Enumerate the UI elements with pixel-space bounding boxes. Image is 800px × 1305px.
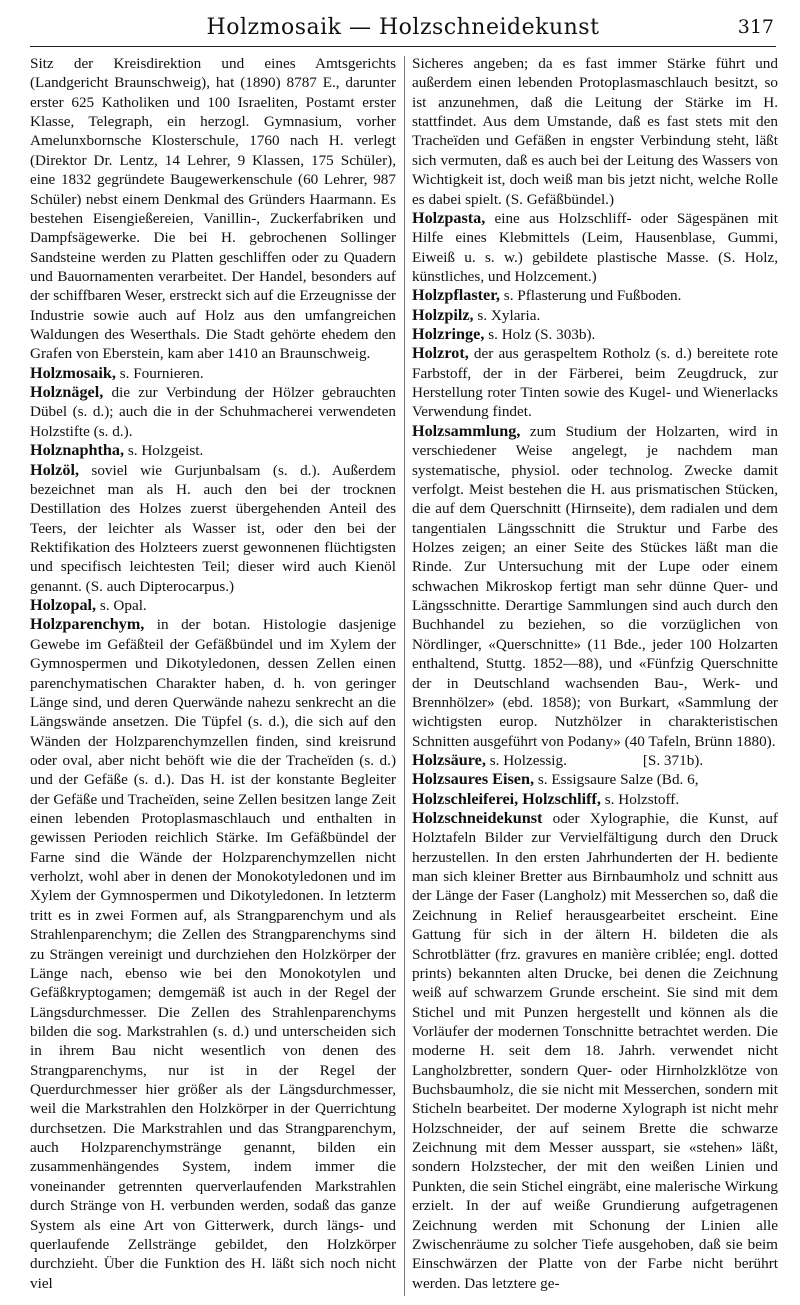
entry-holzrot: Holzrot, der aus geraspeltem Rotholz (s. d.) bereitete rote Farbstoff, der in der Färberei, beim Zeugdruck, zur Herstellung roter Tinten sowie des Kugel- und Wienerlacks Verwendung findet. bbox=[412, 344, 778, 421]
entry-headword: Holzschleiferei, Holzschliff, bbox=[412, 789, 601, 808]
entry-holzsaures-eisen: Holzsaures Eisen, s. Essigsaure Salze (Bd. 6, bbox=[412, 770, 699, 789]
entry-holzpasta: Holzpasta, eine aus Holzschliff- oder Sägespänen mit Hilfe eines Klebmittels (Leim, Hausenblase, Gummi, Eiweiß u. s. w.) gebildete plastische Masse. (S. Holz, künstliches, und Holzcement.) bbox=[412, 208, 778, 285]
column-divider bbox=[404, 56, 405, 1296]
entry-holzopal: Holzopal, s. Opal. bbox=[30, 596, 147, 615]
entry-continuation: Sitz der Kreisdirektion und eines Amtsgerichts (Landgericht Braunschweig), hat (1890) 8787 E., darunter erster 625 Katholiken und 100 Israeliten, Postamt erster Klasse, Telegraph, ein herzogl. Gymnasium, vorher Amelunxbornsche Klosterschule, 1760 nach H. verlegt (Direktor Dr. Lentz, 14 Lehrer, 9 Klassen, 175 Schüler), eine 1832 gegründete Baugewerkenschule (60 Lehrer, 987 Schüler) nebst einem Denkmal des Gründers Haarmann. Es bestehen Eisengießereien, Vanillin-, Zuckerfabriken und Dampfsägewerke. Die bei H. gebrochenen Sollinger Sandsteine werden zu Platten geschliffen oder zu Quadern und Bauornamenten verarbeitet. Der Handel, besonders auf der schiffbaren Weser, erstreckt sich auf die Erzeugnisse der Industrie sowie auch auf Holz aus den umfangreichen Waldungen des Weserthals. Die Stadt gehörte ehedem den Grafen von Eberstein, kam aber 1410 an Braunschweig. bbox=[30, 55, 396, 363]
entry-continuation: Sicheres angeben; da es fast immer Stärke führt und außerdem einen lebenden Protoplasmaschlauch besitzt, so ist anzunehmen, daß die Leitung der Stärke im H. stattfindet. Aus dem Umstande, daß es fast stets mit den Tracheïden und Gefäßen in engster Verbindung steht, läßt sich vermuten, daß es auch bei der Leitung des Wassers von Wichtigkeit ist, doch weiß man bis jetzt nicht, welche Rolle es dabei spielt. (S. Gefäßbündel.) bbox=[412, 55, 778, 208]
entry-headword: Holzringe, bbox=[412, 325, 485, 344]
page-header bbox=[30, 8, 776, 47]
entry-headword: Holzschneidekunst bbox=[412, 809, 543, 828]
running-title: Holzmosaik — Holzschneidekunst bbox=[206, 14, 600, 40]
entry-headword: Holzpilz, bbox=[412, 305, 474, 324]
entry-headword: Holznaphtha, bbox=[30, 441, 125, 460]
page-number: 317 bbox=[737, 16, 774, 38]
entry-holzpilz: Holzpilz, s. Xylaria. bbox=[412, 305, 541, 324]
entry-headword: Holzmosaik, bbox=[30, 363, 116, 382]
right-column bbox=[412, 54, 778, 1298]
entry-holzschleiferei: Holzschleiferei, Holzschliff, s. Holzstoff. bbox=[412, 789, 680, 808]
entry-headword: Holzsäure, bbox=[412, 750, 486, 769]
entry-holzmosaik: Holzmosaik, s. Fournieren. bbox=[30, 363, 204, 382]
entry-headword: Holzsammlung, bbox=[412, 421, 521, 440]
entry-holzparenchym: Holzparenchym, in der botan. Histologie dasjenige Gewebe im Gefäßteil der Gefäßbündel und im Xylem der Gymnospermen und Dikotyledonen, dessen Zellen einen parenchymatischen Charakter haben, d. h. von geringer Länge sind, und deren Querwände nahezu senkrecht an die Längswände ansetzen. Die Tüpfel (s. d.), die sich auf den Wänden der Holzparenchymzellen finden, sind kreisrund oder oval, aber nicht behöft wie die der Tracheïden (s. d.) und der Gefäße (s. d.). Das H. ist der konstante Begleiter der Gefäße und Tracheïden, seine Zellen besitzen lange Zeit einen lebenden Protoplasmaschlauch und enthalten in gewissen Perioden reichlich Stärke. Im Gefäßbündel der Farne sind die Wände der Holzparenchymzellen nicht verholzt, wohl aber in denen der Monokotyledonen und im Xylem der Gymnospermen und Dikotyledonen. In letzterm tritt es in zwei Formen auf, als Strangparenchym und als Strahlenparenchym; die Zellen des Strangparenchyms sind zu Strängen vereinigt und durchziehen den Holzkörper der Länge nach, ebenso wie bei den Monokotylen und Gefäßkryptogamen; demgemäß ist auch in der Regel der Längsdurchmesser. Die Zellen des Strahlenparenchyms bilden die sog. Markstrahlen (s. d.) und unterscheiden sich in ihrem Bau nicht wesentlich von denen des Strangparenchyms, nur ist in der Regel der Querdurchmesser hier größer als der Längsdurchmesser, weil die Markstrahlen den Holzkörper in der Querrichtung durchsetzen. Die Markstrahlen und das Strangparenchym, auch Holzparenchymstränge genannt, bilden ein zusammenhängendes System, indem immer die voneinander getrennten querverlaufenden Markstrahlen durch Stränge von H. verbunden werden, sodaß das ganze System als eine Art von Gitterwerk, durch längs- und querlaufende Zellstränge gebildet, den Holzkörper durchzieht. Über die Funktion des H. läßt sich noch nicht viel bbox=[30, 615, 396, 1292]
entry-headword: Holzsaures Eisen, bbox=[412, 770, 535, 789]
entry-headword: Holznägel, bbox=[30, 383, 104, 402]
entry-headword: Holzöl, bbox=[30, 460, 80, 479]
entry-headword: Holzparenchym, bbox=[30, 615, 145, 634]
entry-holzsaeure: Holzsäure, s. Holzessig. [S. 371b). bbox=[412, 750, 704, 769]
entry-holzsammlung: Holzsammlung, zum Studium der Holzarten, wird in verschiedener Weise angelegt, je nachdem man systematische, physiol. oder technolog. Zwecke damit verfolgt. Meist bestehen die H. aus prismatischen Stücken, die auf dem Querschnitt (Hirnseite), dem radialen und dem tangentialen Längsschnitt die Struktur und Farbe des Holzes zeigen; an einer Seite des Stückes läßt man die Rinde. Zur Untersuchung mit der Lupe oder einem schwachen Mikroskop fertigt man sehr dünne Quer- und Längsschnitte. Derartige Sammlungen sind auch durch den Buchhandel zu beziehen, so die vorzüglichen von Nördlinger, «Querschnitte» (11 Bde., jeder 100 Holzarten enthaltend, Stuttg. 1852—88), und «Fünfzig Querschnitte der in Deutschland wachsenden Bau-, Werk- und Brennhölzer» (ebd. 1858); von Burkart, «Sammlung der wichtigsten europ. Nutzhölzer in charakteristischen Schnitten ausgeführt von Podany» (40 Tafeln, Brünn 1880). bbox=[412, 421, 778, 750]
entry-headword: Holzopal, bbox=[30, 596, 97, 615]
entry-headword: Holzpasta, bbox=[412, 208, 486, 227]
entry-holznaegel: Holznägel, die zur Verbindung der Hölzer gebrauchten Dübel (s. d.); auch die in der Schuhmacherei verwendeten Holzstifte (s. d.). bbox=[30, 383, 396, 440]
entry-holzringe: Holzringe, s. Holz (S. 303b). bbox=[412, 325, 596, 344]
entry-holznaphtha: Holznaphtha, s. Holzgeist. bbox=[30, 441, 204, 460]
entry-headword: Holzpflaster, bbox=[412, 286, 500, 305]
left-column bbox=[30, 54, 396, 1298]
entry-holzoel: Holzöl, soviel wie Gurjunbalsam (s. d.). Außerdem bezeichnet man als H. auch den bei der trocknen Destillation des Holzes zuerst übergehenden Anteil des Teers, der leichter als Wasser ist, oder den bei der Rektifikation des Holzteers zuerst gewonnenen flüchtigsten und specifisch leichtesten Teil; dieser wird auch Kienöl genannt. (S. auch Dipterocarpus.) bbox=[30, 460, 396, 595]
entry-headword: Holzrot, bbox=[412, 344, 469, 363]
entry-holzpflaster: Holzpflaster, s. Pflasterung und Fußboden. bbox=[412, 286, 682, 305]
entry-holzschneidekunst: Holzschneidekunst oder Xylographie, die Kunst, auf Holztafeln Bilder zur Vervielfältigung durch den Druck herzustellen. In den ersten Jahrhunderten der H. bediente man sich kleiner Bretter aus Birnbaumholz und schnitt aus der Länge der Faser (Langholz) mit Messerchen so, daß die Zeichnung in Relief herausgearbeitet erscheint. Eine Gattung für sich in der ältern H. bildeten die als Schrotblätter (frz. gravures en manière criblée; engl. dotted prints) bekannten alten Drucke, bei denen die Zeichnung weiß auf schwarzem Grunde erscheint. Sie sind mit dem Stichel und mit Punzen hergestellt und können als die Vorläufer der modernen Tonschnitte betrachtet werden. Die moderne H. seit dem 18. Jahrh. verwendet nicht Langholzbretter, sondern Quer- oder Hirnholzklötze von Buchsbaumholz, die sie nicht mit Messerchen, sondern mit Sticheln bearbeitet. Der moderne Xylograph ist nicht mehr Holzschneider, der auf seinem Brette die schwarze Zeichnung mit dem Messer ausspart, sie «stehen» läßt, sondern Holzstecher, der mit den weißen Linien und Punkten, die sein Stichel eingräbt, eine malerische Wirkung erzielt. In der auf weiße Grundierung aufgetragenen Zeichnung werden mit Schonung der Linien alle Zwischenräume zu solcher Tiefe ausgehoben, daß sie beim Einschwärzen der Platte von der Farbe nicht berührt werden. Das letztere ge- bbox=[412, 809, 778, 1292]
